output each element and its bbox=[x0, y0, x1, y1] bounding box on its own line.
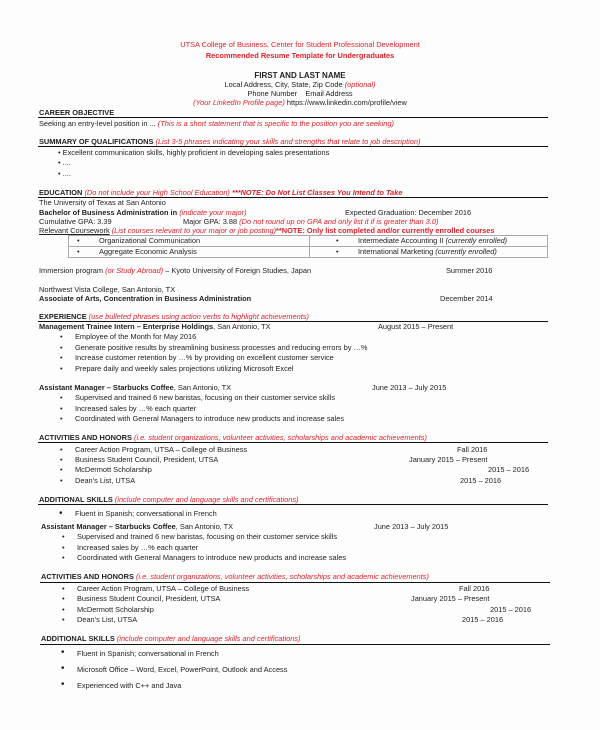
course-cell: • International Marketing (currently enrolled) bbox=[310, 247, 548, 258]
divider bbox=[38, 146, 548, 147]
activity-date: 2015 – 2016 bbox=[490, 605, 532, 614]
objective-note: (This is a short statement that is specific to the position you are seeking) bbox=[157, 119, 394, 128]
job-bullet: • Coordinated with General Managers to introduce new products and increase sales bbox=[60, 414, 345, 423]
skill-item: • Fluent in Spanish; conversational in French bbox=[61, 647, 219, 658]
activity-item: • Dean's List, UTSA bbox=[60, 476, 136, 485]
activity-date: January 2015 – Present bbox=[409, 455, 488, 464]
activity-item: • Business Student Council, President, UTSA bbox=[62, 594, 221, 603]
summary-note: (List 3-5 phrases indicating your skills and strengths that relate to job description) bbox=[155, 137, 421, 146]
summary-item: • .... bbox=[58, 169, 71, 178]
skill-item: • Microsoft Office – Word, Excel, PowerPoint, Outlook and Access bbox=[61, 663, 288, 674]
summary-item: • Excellent communication skills, highly proficient in developing sales presentations bbox=[58, 148, 330, 157]
table-row bbox=[69, 247, 548, 258]
phone: Phone Number bbox=[247, 89, 298, 98]
skill-item: • Experienced with C++ and Java bbox=[61, 679, 182, 690]
summary-heading: SUMMARY OF QUALIFICATIONS bbox=[39, 137, 154, 146]
school: The University of Texas at San Antonio bbox=[39, 198, 166, 207]
course-cell: • Aggregate Economic Analysis bbox=[69, 247, 310, 258]
activity-item: • McDermott Scholarship bbox=[60, 465, 152, 474]
education-heading-line bbox=[39, 188, 403, 197]
activities-heading-line: ACTIVITIES AND HONORS (i.e. student organizations, volunteer activities, scholarships and academic achievements) bbox=[41, 572, 429, 581]
objective-statement: Seeking an entry-level position in ... bbox=[39, 119, 156, 128]
job-bullet: • Supervised and trained 6 new baristas, focusing on their customer service skills bbox=[60, 393, 336, 402]
job-bullet: • Supervised and trained 6 new baristas, focusing on their customer service skills bbox=[62, 532, 338, 541]
activity-date: Fall 2016 bbox=[459, 584, 490, 593]
activity-date: Fall 2016 bbox=[457, 445, 488, 454]
expected-graduation: Expected Graduation: December 2016 bbox=[345, 208, 472, 217]
cumulative-gpa: Cumulative GPA: 3.39 bbox=[39, 217, 112, 226]
org-header: UTSA College of Business, Center for Student Professional Development bbox=[180, 40, 420, 49]
degree-line: Bachelor of Business Administration in (indicate your major) bbox=[39, 208, 247, 217]
summary-heading-line bbox=[39, 137, 420, 146]
divider bbox=[40, 644, 550, 645]
activity-item: • Dean's List, UTSA bbox=[62, 615, 138, 624]
skill-item: • Fluent in Spanish; conversational in French bbox=[59, 508, 217, 519]
summary-item: • .... bbox=[58, 158, 71, 167]
skills-heading-line: ADDITIONAL SKILLS (include computer and language skills and certifications) bbox=[39, 495, 299, 504]
activity-date: 2015 – 2016 bbox=[462, 615, 504, 624]
linkedin-url: https://www.linkedin.com/profile/view bbox=[286, 98, 407, 107]
job-title-line: Management Trainee Intern – Enterprise Holdings, San Antonio, TX bbox=[39, 322, 271, 331]
objective-text bbox=[39, 119, 394, 128]
job-date: August 2015 – Present bbox=[378, 322, 454, 331]
job-bullet: • Increased sales by …% each quarter bbox=[62, 543, 199, 552]
job-bullet: • Increased sales by …% each quarter bbox=[60, 404, 197, 413]
job-bullet: • Prepare daily and weekly sales projections utilizing Microsoft Excel bbox=[60, 364, 294, 373]
activities-heading-line: ACTIVITIES AND HONORS (i.e. student organizations, volunteer activities, scholarships and academic achievements) bbox=[39, 433, 427, 442]
divider bbox=[40, 582, 550, 583]
divider bbox=[38, 504, 548, 505]
divider bbox=[38, 117, 548, 118]
address-note: (optional) bbox=[344, 80, 376, 89]
table-row bbox=[69, 236, 548, 247]
course-cell: • Organizational Communication bbox=[69, 236, 310, 247]
college2: Northwest Vista College, San Antonio, TX bbox=[39, 285, 176, 294]
major-gpa-line: Major GPA: 3.88 (Do not round up on GPA and only list it if is greater than 3.0) bbox=[183, 217, 439, 226]
education-note: (Do not include your High School Education) bbox=[84, 188, 230, 197]
activity-date: January 2015 – Present bbox=[411, 594, 490, 603]
job-title-line: Assistant Manager – Starbucks Coffee, San Antonio, TX bbox=[41, 522, 234, 531]
address-line bbox=[0, 80, 600, 89]
education-warning: ***NOTE: Do Not List Classes You Intend to Take bbox=[231, 188, 403, 197]
job-date: June 2013 – July 2015 bbox=[374, 522, 449, 531]
email: Email Address bbox=[305, 89, 353, 98]
job-bullet: • Generate positive results by streamlining business processes and reducing errors by …% bbox=[60, 343, 368, 352]
immersion-line: Immersion program (or Study Abroad) – Kyoto University of Foreign Studies, Japan bbox=[39, 266, 312, 275]
degree2-date: December 2014 bbox=[440, 294, 493, 303]
activity-item: • Career Action Program, UTSA – College of Business bbox=[60, 445, 248, 454]
applicant-name: FIRST AND LAST NAME bbox=[254, 71, 346, 80]
job-date: June 2013 – July 2015 bbox=[372, 383, 447, 392]
job-bullet: • Increase customer retention by …% by providing on excellent customer service bbox=[60, 353, 334, 362]
experience-heading-line: EXPERIENCE (use bulleted phrases using action verbs to highlight achievements) bbox=[39, 312, 309, 321]
activity-date: 2015 – 2016 bbox=[488, 465, 530, 474]
linkedin-line bbox=[0, 98, 600, 107]
coursework-line: Relevant Coursework (List courses relevant to your major or job posting)**NOTE: Only list completed and/or currently enrolled courses bbox=[39, 226, 495, 235]
immersion-date: Summer 2016 bbox=[446, 266, 493, 275]
divider bbox=[38, 442, 548, 443]
course-cell: • Intermediate Accounting II (currently enrolled) bbox=[310, 236, 548, 247]
degree2: Associate of Arts, Concentration in Business Administration bbox=[39, 294, 252, 303]
coursework-table bbox=[68, 235, 548, 258]
skills-heading-line: ADDITIONAL SKILLS (include computer and language skills and certifications) bbox=[41, 634, 301, 643]
activity-item: • Business Student Council, President, UTSA bbox=[60, 455, 219, 464]
job-bullet: • Employee of the Month for May 2016 bbox=[60, 332, 197, 341]
job-bullet: • Coordinated with General Managers to introduce new products and increase sales bbox=[62, 553, 347, 562]
template-title: Recommended Resume Template for Undergraduates bbox=[205, 51, 395, 60]
education-heading: EDUCATION bbox=[39, 188, 83, 197]
objective-heading: CAREER OBJECTIVE bbox=[39, 108, 115, 117]
address: Local Address, City, State, Zip Code bbox=[224, 80, 343, 89]
linkedin-note: (Your LinkedIn Profile page) bbox=[193, 98, 285, 107]
job-title-line: Assistant Manager – Starbucks Coffee, San Antonio, TX bbox=[39, 383, 232, 392]
activity-item: • McDermott Scholarship bbox=[62, 605, 154, 614]
phone-email-line bbox=[0, 89, 600, 98]
activity-date: 2015 – 2016 bbox=[460, 476, 502, 485]
activity-item: • Career Action Program, UTSA – College of Business bbox=[62, 584, 250, 593]
